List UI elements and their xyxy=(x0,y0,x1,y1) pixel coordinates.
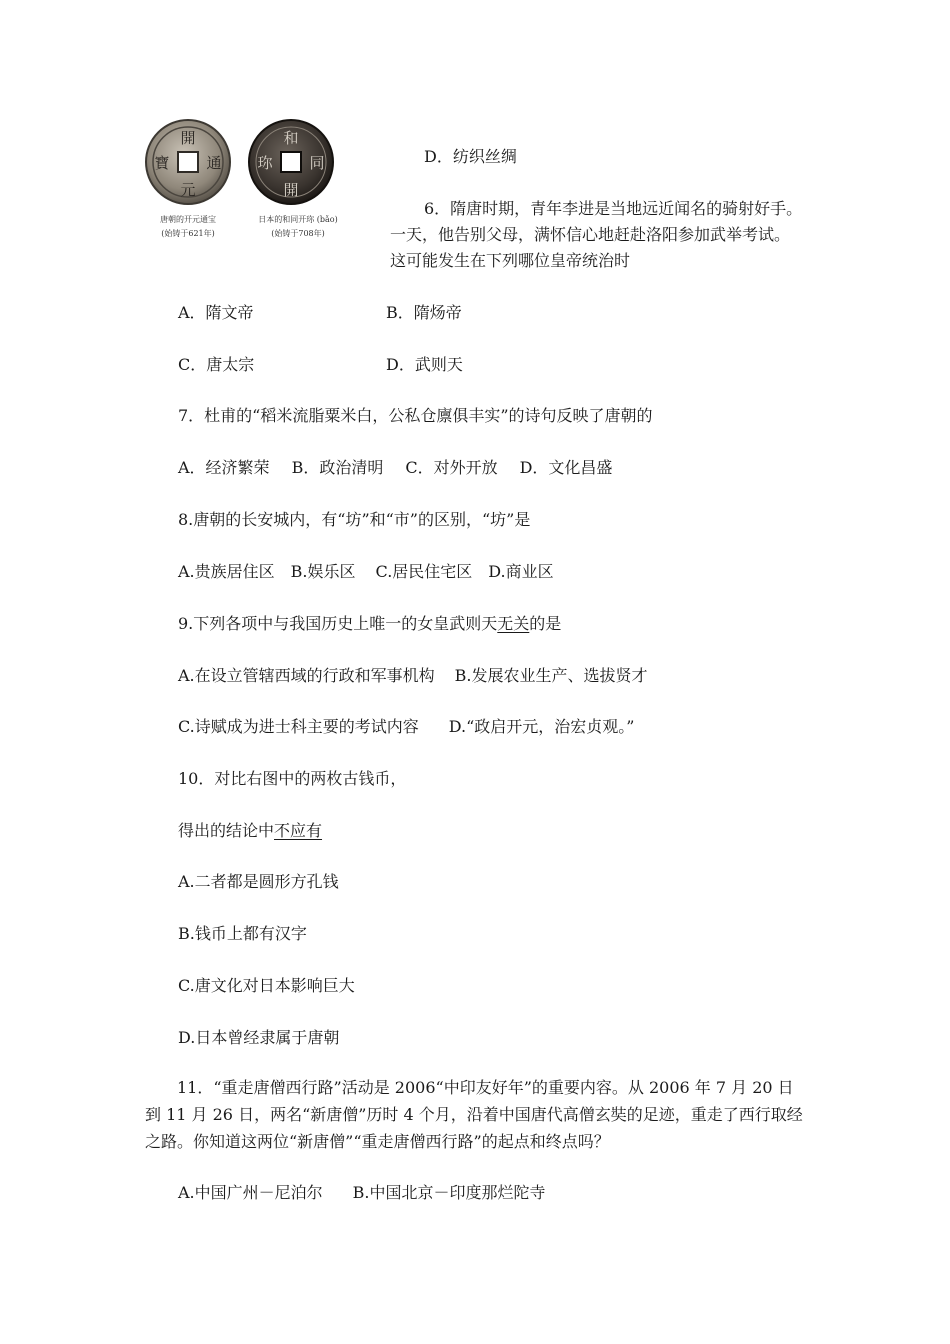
coins-image xyxy=(145,118,375,218)
q7-option-d: D．文化昌盛 xyxy=(519,458,613,477)
q10-option-d: D.日本曾经隶属于唐朝 xyxy=(178,1028,340,1047)
q9-stem-underlined: 无关 xyxy=(497,614,530,633)
q9-stem xyxy=(178,613,561,635)
q8-option-a: A.贵族居住区 xyxy=(178,562,275,581)
q5-option-d: D．纺织丝绸 xyxy=(424,147,517,166)
q10-stem-line1: 10．对比右图中的两枚古钱币， xyxy=(178,769,407,788)
q10-stem2-text: 得出的结论中 xyxy=(178,821,275,840)
coin-wadokaichin xyxy=(249,120,333,204)
q9-options-cd xyxy=(178,716,634,738)
coin2-char-left: 珎 xyxy=(257,154,273,172)
coins-figure xyxy=(145,118,375,248)
coin1-char-right: 通 xyxy=(206,154,222,172)
q11-option-a: A.中国广州－尼泊尔 xyxy=(178,1183,323,1202)
q8-option-c: C.居民住宅区 xyxy=(375,562,473,581)
coin2-char-bottom: 開 xyxy=(283,181,299,199)
q11-option-b: B.中国北京－印度那烂陀寺 xyxy=(352,1183,546,1202)
q6-option-b: B．隋炀帝 xyxy=(386,303,462,322)
q9-option-c: C.诗赋成为进士科主要的考试内容 xyxy=(178,717,419,736)
q11-options xyxy=(178,1182,546,1204)
q9-option-d: D.“政启开元，治宏贞观。” xyxy=(448,717,635,736)
q8-stem: 8.唐朝的长安城内，有“坊”和“市”的区别，“坊”是 xyxy=(178,510,531,529)
coin2-char-top: 和 xyxy=(283,129,299,147)
q7-option-c: C．对外开放 xyxy=(405,458,498,477)
coin1-char-left: 寶 xyxy=(154,154,170,172)
q6-option-d: D．武则天 xyxy=(386,355,463,374)
coin2-char-right: 同 xyxy=(309,154,325,172)
q10-option-b: B.钱币上都有汉字 xyxy=(178,924,307,943)
q6-stem-line2: 一天，他告别父母，满怀信心地赶赴洛阳参加武举考试。 xyxy=(390,225,791,244)
q7-option-b: B．政治清明 xyxy=(291,458,384,477)
q9-option-a: A.在设立管辖西域的行政和军事机构 xyxy=(178,666,435,685)
coin1-date: (始铸于621年) xyxy=(161,229,215,238)
q6-stem-line1: 6．隋唐时期，青年李进是当地远近闻名的骑射好手。 xyxy=(424,199,803,218)
coin1-char-bottom: 元 xyxy=(180,181,196,199)
q10-option-a: A.二者都是圆形方孔钱 xyxy=(178,872,339,891)
q10-option-c: C.唐文化对日本影响巨大 xyxy=(178,976,355,995)
q11-stem: 11．“重走唐僧西行路”活动是 2006“中印友好年”的重要内容。从 2006 年 7 月 20 日到 11 月 26 日，两名“新唐僧”历时 4 个月，沿着中国唐代高僧玄奘的足迹，重走了西行取经之路。你知道这两位“新唐僧”“重走唐僧西行路”的起点和终点吗？ xyxy=(145,1078,803,1151)
q8-options xyxy=(178,561,554,583)
q7-options xyxy=(178,457,612,479)
q9-option-b: B.发展农业生产、选拔贤才 xyxy=(454,666,648,685)
q10-stem2-underlined: 不应有 xyxy=(274,821,323,840)
q8-option-d: D.商业区 xyxy=(488,562,554,581)
coin2-date: (始铸于708年) xyxy=(271,229,325,238)
coin1-caption: 唐朝的开元通宝 xyxy=(160,215,216,224)
q10-stem-line2 xyxy=(178,820,322,842)
q6-option-c: C．唐太宗 xyxy=(178,355,255,374)
q8-option-b: B.娱乐区 xyxy=(290,562,356,581)
q9-stem-text: 9.下列各项中与我国历史上唯一的女皇武则天 xyxy=(178,614,498,633)
coin-kaiyuan xyxy=(146,120,230,204)
q6-stem-line3: 这可能发生在下列哪位皇帝统治时 xyxy=(390,251,631,270)
q9-stem-end: 的是 xyxy=(529,614,562,633)
q7-stem: 7．杜甫的“稻米流脂粟米白，公私仓廪俱丰实”的诗句反映了唐朝的 xyxy=(178,406,653,425)
coin1-char-top: 開 xyxy=(180,129,196,147)
coin2-caption: 日本的和同开珎 (bǎo) xyxy=(258,215,338,224)
q9-options-ab xyxy=(178,665,648,687)
q6-option-a: A．隋文帝 xyxy=(178,303,254,322)
q7-option-a: A．经济繁荣 xyxy=(178,458,270,477)
